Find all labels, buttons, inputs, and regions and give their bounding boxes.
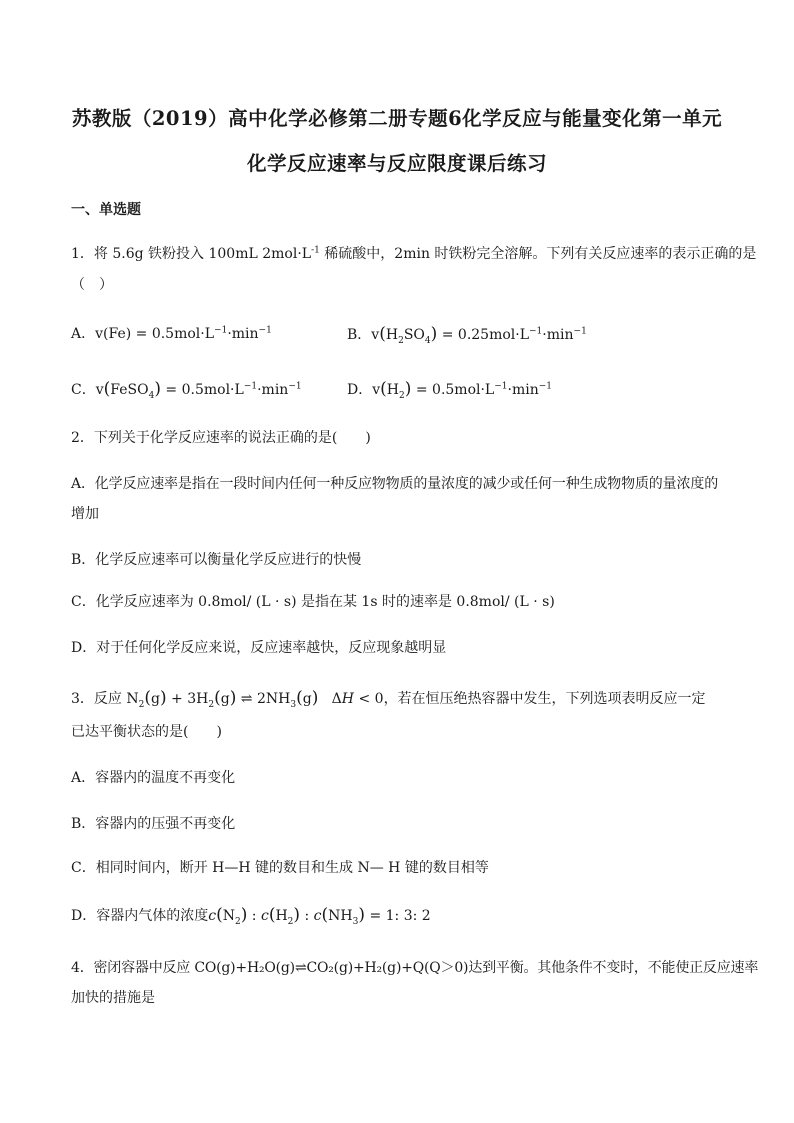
question-3-option-a: A．容器内的温度不再变化 (71, 770, 236, 786)
question-2-option-d: D．对于任何化学反应来说，反应速率越快，反应现象越明显 (71, 640, 447, 656)
section-heading: 一、单选题 (71, 202, 141, 218)
question-2-stem: 2．下列关于化学反应速率的说法正确的是( ) (71, 430, 371, 446)
question-2-option-b: B．化学反应速率可以衡量化学反应进行的快慢 (71, 552, 362, 568)
document-title-line1: 苏教版（2019）高中化学必修第二册专题6化学反应与能量变化第一单元 (71, 107, 723, 130)
question-3-stem-line2: 已达平衡状态的是( ) (71, 724, 222, 740)
question-1-option-d: D．$v(H_2) = 0.5mol\cdot L^{-1}\cdot\min^{-1}$ (347, 379, 553, 401)
question-1-stem: 1．将 5.6g 铁粉投入 100mL $2mol\cdot L^{-1}$ 稀硫酸中，2min 时铁粉完全溶解。下列有关反应速率的表示正确的是 (71, 245, 757, 262)
document-title-line2: 化学反应速率与反应限度课后练习 (246, 152, 547, 175)
question-2-option-a-line1: A．化学反应速率是指在一段时间内任何一种反应物物质的量浓度的减少或任何一种生成物物质的量浓度的 (71, 476, 719, 492)
question-4-stem-line1: 4．密闭容器中反应 CO(g)+H₂O(g)⇌CO₂(g)+H₂(g)+Q(Q＞0)达到平衡。其他条件不变时，不能使正反应速率 (71, 960, 759, 976)
question-4-stem-line2: 加快的措施是 (71, 990, 155, 1006)
question-3-option-d: D．容器内气体的浓度$c(N_2)$ : $c(H_2)$ : $c(NH_3) = 1$: 3: 2 (71, 905, 431, 927)
question-3-option-c: C．相同时间内，断开 H—H 键的数目和生成 N— H 键的数目相等 (71, 860, 489, 876)
question-1-blank: （ ） (71, 277, 113, 293)
question-1-option-b: B．$v(H_2SO_4) = 0.25mol\cdot L^{-1}\cdot\min^{-1}$ (347, 324, 587, 346)
question-1-option-a: A．$v(Fe) = 0.5mol\cdot L^{-1}\cdot\min^{-1}$ (71, 325, 272, 342)
question-1-option-c: C．v(FeSO$_4$) = $0.5mol\cdot L^{-1}\cdot\min^{-1}$ (71, 379, 302, 401)
question-3-stem: 3．反应 $N_2(g) + 3H_2(g)$ ⇌ $2NH_3(g) \Delta H < 0$，若在恒压绝热容器中发生，下列选项表明反应一定 (71, 688, 706, 710)
question-2-option-c: C．化学反应速率为 0.8mol/ (L · s) 是指在某 1s 时的速率是 0.8mol/ (L · s) (71, 594, 555, 610)
reaction-equation: $N_2(g) + 3H_2(g)$ ⇌ $2NH_3(g) \Delta H < 0$ (126, 688, 384, 710)
question-3-option-b: B．容器内的压强不再变化 (71, 816, 236, 832)
question-2-option-a-line2: 增加 (71, 506, 99, 522)
